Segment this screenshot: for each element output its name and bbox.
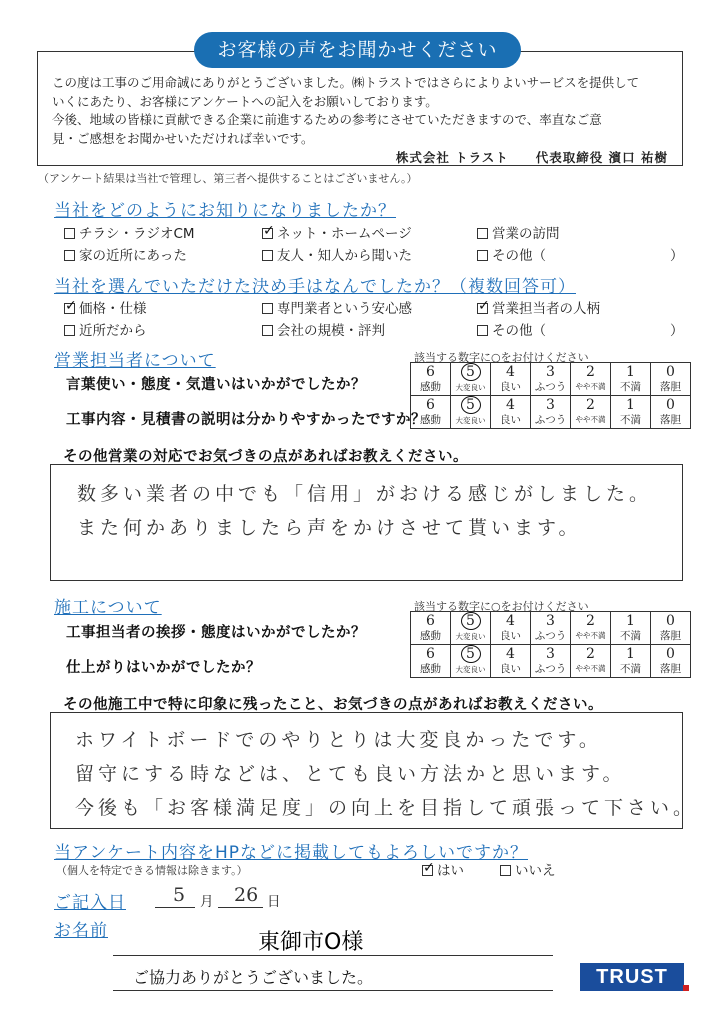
name-label: お名前 <box>54 921 108 941</box>
construction-title: 施工について <box>54 598 162 618</box>
selected-circle: 5 <box>461 363 481 381</box>
date-label: ご記入日 <box>54 893 126 913</box>
rating-hint: 該当する数字に○をお付けください <box>414 351 589 364</box>
intro-line: 見・ご感想をお聞かせいただければ幸いです。 <box>52 130 314 146</box>
checkbox-icon[interactable] <box>477 250 488 261</box>
q1-option-flyer[interactable]: チラシ・ラジオCM <box>64 222 195 242</box>
q1-option-visit[interactable]: 営業の訪問 <box>477 222 560 242</box>
rating-cell-selected[interactable]: 5 大変良い <box>451 363 491 396</box>
checkbox-icon[interactable] <box>500 865 511 876</box>
construction-question-manner: 工事担当者の挨拶・態度はいかがでしたか？ <box>66 625 366 641</box>
sales-rating-table <box>410 362 691 429</box>
rating-cell[interactable]: 4 良い <box>491 645 531 678</box>
rating-cell[interactable]: 2 やや不満 <box>571 396 611 429</box>
q2-option-nearby[interactable]: 近所だから <box>64 319 147 339</box>
q2-option-specialist[interactable]: 専門業者という安心感 <box>262 297 412 317</box>
q1-title: 当社をどのようにお知りになりましたか？ <box>54 201 396 221</box>
construction-rating-table <box>410 611 691 678</box>
privacy-note: （アンケート結果は当社で管理し、第三者へ提供することはございません。） <box>38 172 418 185</box>
intro-line: 今後、地域の皆様に貢献できる企業に前進するための参考にさせていただきますので、率直なご意 <box>52 112 602 127</box>
rating-row-staff <box>411 612 691 645</box>
checkbox-icon[interactable] <box>262 250 273 261</box>
rating-cell[interactable]: 6 感動 <box>411 612 451 645</box>
date-month-line <box>155 907 195 908</box>
q2-option-other[interactable]: その他（ <box>477 319 546 339</box>
selected-circle: 5 <box>461 645 481 663</box>
rating-cell[interactable]: 4 良い <box>491 612 531 645</box>
date-month-unit: 月 <box>200 894 214 910</box>
checkbox-icon[interactable] <box>477 325 488 336</box>
construction-comment-box[interactable] <box>50 712 697 829</box>
q2-option-reputation[interactable]: 会社の規模・評判 <box>262 319 385 339</box>
sales-question-explanation: 工事内容・見積書の説明は分かりやすかったですか？ <box>66 412 426 428</box>
rating-row-finish <box>411 645 691 678</box>
sales-comment-line: 数多い業者の中でも「信用」がおける感じがしました。 <box>77 483 653 505</box>
date-month-value: 5 <box>173 884 186 906</box>
q2-title: 当社を選んでいただけた決め手はなんでしたか？（複数回答可） <box>54 277 576 297</box>
q2-option-price[interactable]: ✓価格・仕様 <box>64 297 147 317</box>
rating-cell[interactable]: 2 やや不満 <box>571 645 611 678</box>
sales-title: 営業担当者について <box>54 351 216 371</box>
publish-title: 当アンケート内容をHPなどに掲載してもよろしいですか？ <box>54 843 529 863</box>
rating-cell[interactable]: 2 やや不満 <box>571 363 611 396</box>
company-signature: 株式会社 トラスト 代表取締役 濱口 祐樹 <box>395 150 668 165</box>
checkbox-icon[interactable] <box>64 250 75 261</box>
thanks-line <box>113 990 553 991</box>
q1-option-friend[interactable]: 友人・知人から聞いた <box>262 244 412 264</box>
rating-cell[interactable]: 3 ふつう <box>531 612 571 645</box>
rating-cell-selected[interactable]: 5 大変良い <box>451 396 491 429</box>
rating-row-explanation <box>411 396 691 429</box>
rating-cell[interactable]: 1 不満 <box>611 396 651 429</box>
sales-comment-line: また何かありましたら声をかけさせて貰います。 <box>77 517 582 539</box>
checkbox-icon[interactable] <box>64 228 75 239</box>
q1-option-nearby[interactable]: 家の近所にあった <box>64 244 187 264</box>
q2-other-close: ） <box>670 323 684 339</box>
sales-comment-prompt: その他営業の対応でお気づきの点があればお教えください。 <box>63 449 468 465</box>
checkbox-checked-icon[interactable] <box>422 865 433 876</box>
rating-cell[interactable]: 3 ふつう <box>531 645 571 678</box>
rating-cell[interactable]: 1 不満 <box>611 363 651 396</box>
rating-cell[interactable]: 3 ふつう <box>531 396 571 429</box>
rating-cell[interactable]: 0 落胆 <box>651 363 691 396</box>
rating-cell[interactable]: 4 良い <box>491 396 531 429</box>
rating-cell[interactable]: 1 不満 <box>611 645 651 678</box>
construction-comment-line: ホワイトボードでのやりとりは大変良かったです。 <box>75 729 602 751</box>
rating-cell[interactable]: 2 やや不満 <box>571 612 611 645</box>
date-day-line <box>218 907 263 908</box>
rating-cell[interactable]: 6 感動 <box>411 396 451 429</box>
checkbox-checked-icon[interactable] <box>477 303 488 314</box>
date-day-value: 26 <box>234 884 259 906</box>
rating-cell[interactable]: 1 不満 <box>611 612 651 645</box>
publish-note: （個人を特定できる情報は除きます。） <box>56 864 248 877</box>
thanks-message: ご協力ありがとうございました。 <box>133 968 374 987</box>
sales-question-manner: 言葉使い・態度・気遣いはいかがでしたか？ <box>66 377 366 393</box>
construction-comment-prompt: その他施工中で特に印象に残ったこと、お気づきの点があればお教えください。 <box>63 697 603 713</box>
intro-box <box>37 51 683 166</box>
rating-cell[interactable]: 3 ふつう <box>531 363 571 396</box>
sales-comment-box[interactable] <box>50 464 683 581</box>
name-line <box>113 955 553 956</box>
date-day-unit: 日 <box>267 894 281 910</box>
rating-cell[interactable]: 0 落胆 <box>651 396 691 429</box>
rating-cell[interactable]: 0 落胆 <box>651 645 691 678</box>
rating-cell-selected[interactable]: 5 大変良い <box>451 645 491 678</box>
intro-line: この度は工事のご用命誠にありがとうございました。㈱トラストではさらによりよいサービスを提供して <box>52 75 640 90</box>
page-title: お客様の声をお聞かせください <box>194 32 521 68</box>
q2-option-staff[interactable]: ✓ 営業担当者の人柄 <box>477 297 600 317</box>
q1-other-close: ） <box>670 248 684 264</box>
publish-no[interactable]: いいえ <box>500 859 556 879</box>
rating-cell[interactable]: 4 良い <box>491 363 531 396</box>
publish-yes[interactable]: ✓ はい <box>422 859 464 879</box>
rating-cell[interactable]: 6 感動 <box>411 645 451 678</box>
construction-question-finish: 仕上がりはいかがでしたか？ <box>66 660 261 676</box>
q1-option-other[interactable]: その他（ <box>477 244 546 264</box>
name-value: 東御市O様 <box>258 930 364 955</box>
checkbox-icon[interactable] <box>64 325 75 336</box>
checkbox-icon[interactable] <box>477 228 488 239</box>
logo-accent-icon <box>683 985 689 991</box>
q1-option-web[interactable]: ✓ ネット・ホームページ <box>262 222 412 242</box>
checkbox-checked-icon[interactable] <box>262 228 273 239</box>
rating-row-manner <box>411 363 691 396</box>
intro-line: いくにあたり、お客様にアンケートへの記入をお願いしております。 <box>52 93 438 109</box>
rating-hint: 該当する数字に○をお付けください <box>414 600 589 613</box>
rating-cell[interactable]: 6 感動 <box>411 363 451 396</box>
construction-comment-line: 今後も「お客様満足度」の向上を目指して頑張って下さい。 <box>75 797 697 819</box>
construction-comment-line: 留守にする時などは、とても良い方法かと思います。 <box>75 763 626 785</box>
rating-cell-selected[interactable]: 5 大変良い <box>451 612 491 645</box>
checkbox-checked-icon[interactable] <box>64 303 75 314</box>
selected-circle: 5 <box>461 396 481 414</box>
checkbox-icon[interactable] <box>262 325 273 336</box>
selected-circle: 5 <box>461 612 481 630</box>
rating-cell[interactable]: 0 落胆 <box>651 612 691 645</box>
trust-logo: TRUST <box>580 963 684 991</box>
checkbox-icon[interactable] <box>262 303 273 314</box>
